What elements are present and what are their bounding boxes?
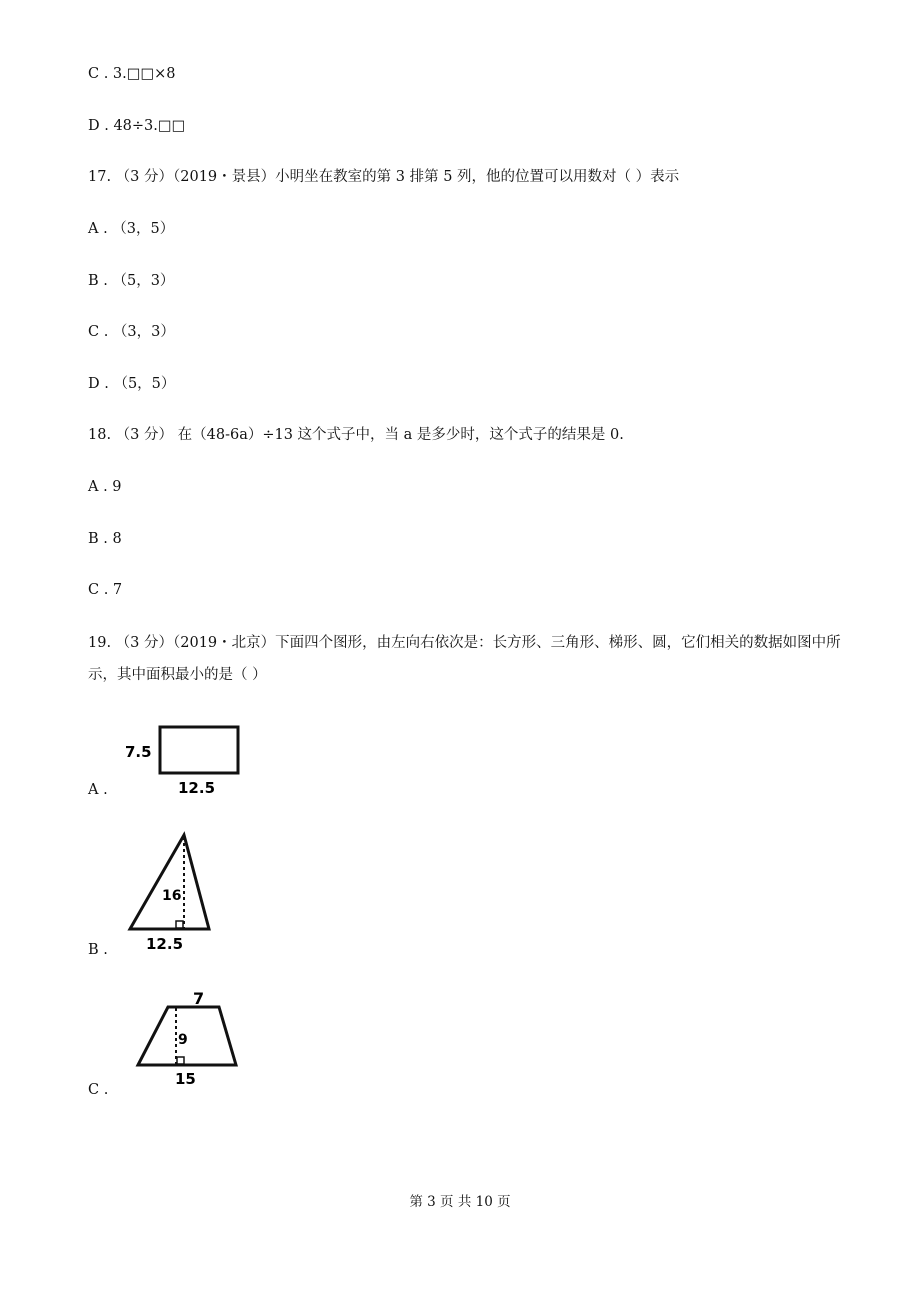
- triangle-right-angle-mark: [176, 921, 183, 928]
- q18-option-a: A . 9: [88, 479, 122, 495]
- rectangle-height-label: 7.5: [125, 743, 152, 761]
- triangle-figure: [120, 828, 230, 956]
- trapezoid-height-label: 9: [178, 1032, 188, 1048]
- triangle-height-label: 16: [162, 888, 182, 904]
- trapezoid-bottom-label: 15: [175, 1070, 196, 1088]
- q17-option-b: B . （5，3）: [88, 273, 175, 289]
- q19-option-c-label: C .: [88, 1082, 109, 1098]
- q18-option-b: B . 8: [88, 531, 122, 547]
- rectangle-shape: [160, 727, 238, 773]
- triangle-shape: [130, 835, 209, 929]
- q16-option-c: C . 3.□□×8: [88, 66, 176, 82]
- q17-option-c: C . （3，3）: [88, 324, 175, 340]
- trapezoid-top-label: 7: [193, 989, 205, 1008]
- page-footer: 第 3 页 共 10 页: [409, 1194, 511, 1210]
- q19-option-b-label: B .: [88, 942, 108, 958]
- rectangle-figure: [118, 718, 248, 800]
- q18-option-c: C . 7: [88, 582, 123, 598]
- q17-option-a: A . （3，5）: [88, 221, 175, 237]
- q18-stem: 18. （3 分） 在（48-6a）÷13 这个式子中，当 a 是多少时，这个式子的结果是 0.: [88, 427, 624, 443]
- trapezoid-right-angle-mark: [177, 1057, 184, 1064]
- q19-stem: 19. （3 分）（2019・北京）下面四个图形，由左向右依次是：长方形、三角形、梯形、圆，它们相关的数据如图中所示，其中面积最小的是（ ）: [88, 635, 841, 683]
- q17-stem: 17. （3 分）（2019・景县）小明坐在教室的第 3 排第 5 列，他的位置可以用数对（ ）表示: [88, 169, 680, 185]
- q16-option-d: D . 48÷3.□□: [88, 118, 186, 134]
- q17-option-d: D . （5，5）: [88, 376, 176, 392]
- rectangle-width-label: 12.5: [178, 779, 216, 797]
- triangle-base-label: 12.5: [146, 935, 184, 953]
- trapezoid-figure: [130, 986, 250, 1090]
- q19-option-a-label: A .: [88, 782, 108, 798]
